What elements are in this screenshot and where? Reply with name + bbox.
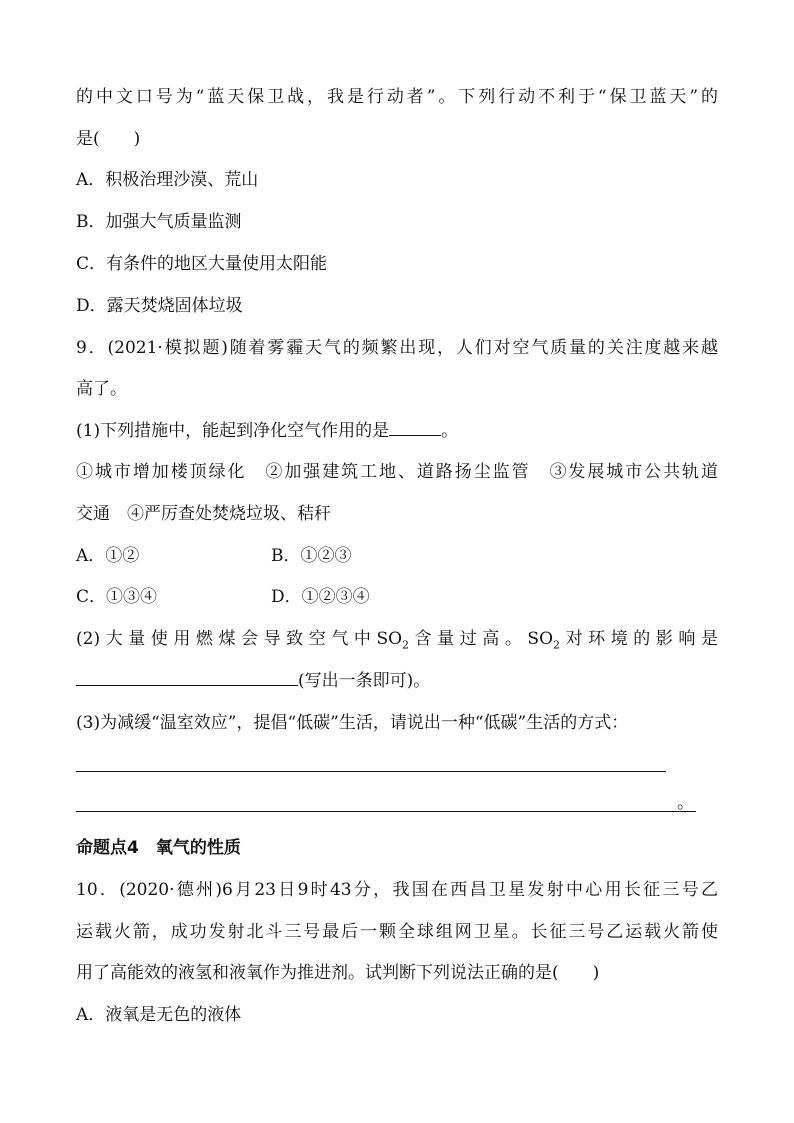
q9-part3-answer-line-2[interactable] xyxy=(76,811,696,812)
q9-option-d: D．①②③④ xyxy=(271,587,370,607)
q9-part1-period: 。 xyxy=(441,421,459,441)
q10-stem-line-2: 运载火箭，成功发射北斗三号最后一颗全球组网卫星。长征三号乙运载火箭使 xyxy=(76,922,718,942)
q8-option-a: A．积极治理沙漠、荒山 xyxy=(76,170,259,190)
q9-option-c: C．①③④ xyxy=(76,587,158,607)
q8-stem-line-1: 的中文口号为“蓝天保卫战，我是行动者”。下列行动不利于“保卫蓝天”的 xyxy=(76,87,718,107)
q9-part2-text-a: (2)大量使用燃煤会导致空气中SO xyxy=(76,629,403,649)
q9-part3-answer-line-1[interactable] xyxy=(76,771,666,772)
q9-part2-text-c: 对环境的影响是 xyxy=(560,629,718,649)
q9-part2-line-2 xyxy=(76,670,430,692)
q9-part2-text-b: 含量过高。SO xyxy=(409,629,554,649)
q9-stem-line-1: 9．(2021·模拟题)随着雾霾天气的频繁出现，人们对空气质量的关注度越来越 xyxy=(76,338,718,358)
q9-part2-blank[interactable] xyxy=(76,670,298,686)
q9-part1-text: (1)下列措施中，能起到净化空气作用的是 xyxy=(76,421,390,441)
q9-measures-line-2: 交通 ④严厉查处焚烧垃圾、秸秆 xyxy=(76,504,331,524)
q8-stem-line-2: 是( ) xyxy=(76,129,141,149)
so2-subscript: 2 xyxy=(553,638,561,652)
q9-options-row-1 xyxy=(76,545,718,567)
q9-option-a: A．①② xyxy=(76,546,140,566)
q9-options-row-2 xyxy=(76,586,718,608)
q8-option-d: D．露天焚烧固体垃圾 xyxy=(76,296,243,316)
q9-part1-blank[interactable] xyxy=(389,420,441,436)
q9-part1-prompt xyxy=(76,420,458,442)
q8-option-b: B．加强大气质量监测 xyxy=(76,212,242,232)
q9-part3-prompt: (3)为减缓“温室效应”，提倡“低碳”生活，请说出一种“低碳”生活的方式： xyxy=(76,713,629,733)
q10-stem-line-3: 用了高能效的液氢和液氧作为推进剂。试判断下列说法正确的是( ) xyxy=(76,963,600,983)
q9-part3-period: 。 xyxy=(677,793,694,813)
q9-part2-hint: (写出一条即可)。 xyxy=(298,671,431,691)
q10-option-a: A．液氧是无色的液体 xyxy=(76,1005,242,1025)
so2-subscript: 2 xyxy=(402,638,410,652)
q9-part2-line-1 xyxy=(76,628,718,650)
section-heading: 命题点4 氧气的性质 xyxy=(76,838,241,858)
q8-option-c: C．有条件的地区大量使用太阳能 xyxy=(76,254,328,274)
q9-option-b: B．①②③ xyxy=(271,546,352,566)
q10-stem-line-1: 10．(2020·德州)6月23日9时43分，我国在西昌卫星发射中心用长征三号乙 xyxy=(76,880,718,900)
q9-stem-line-2: 高了。 xyxy=(76,379,127,399)
q9-measures-line-1: ①城市增加楼顶绿化 ②加强建筑工地、道路扬尘监管 ③发展城市公共轨道 xyxy=(76,462,718,482)
